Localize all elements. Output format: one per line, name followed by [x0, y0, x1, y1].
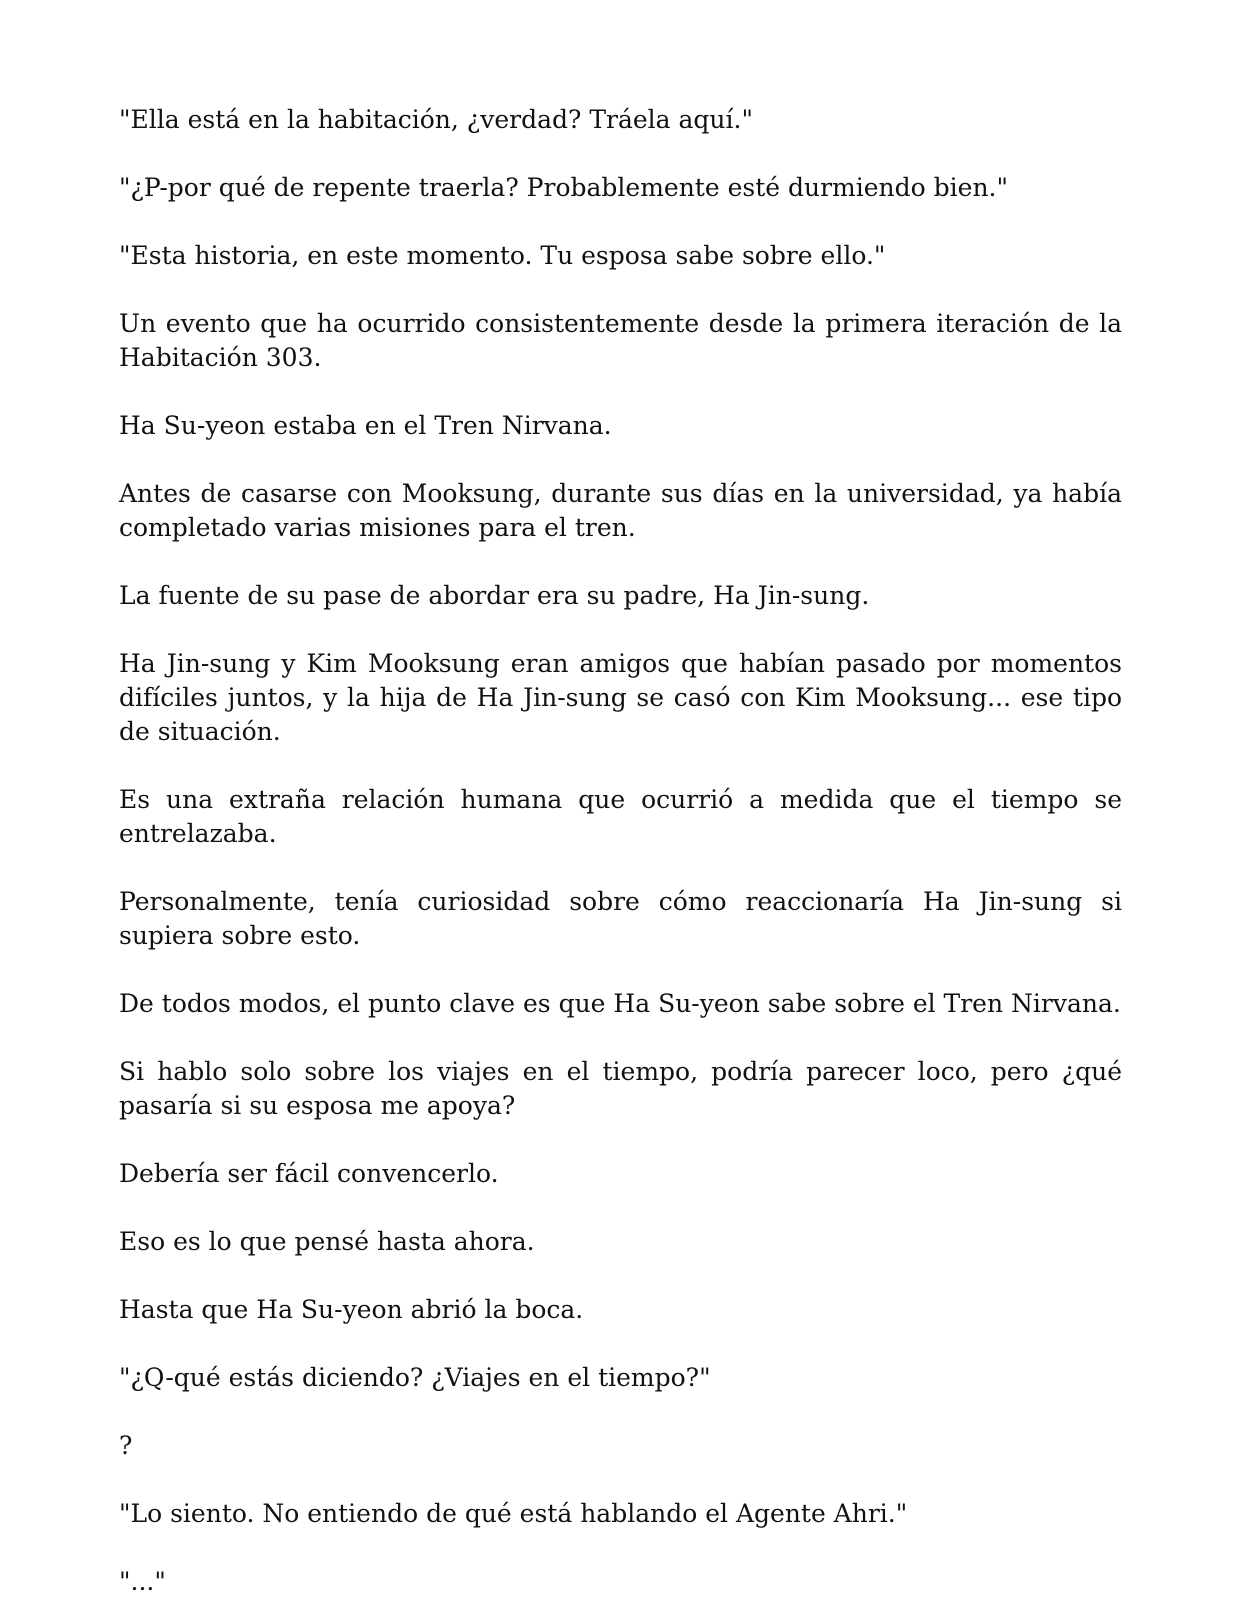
paragraph-6: Antes de casarse con Mooksung, durante sus días en la universidad, ya había completado varias misiones para el tren.: [119, 479, 1122, 542]
paragraph-17: ?: [119, 1431, 133, 1460]
paragraph-19: "...": [119, 1567, 166, 1596]
paragraph-2: "¿P-por qué de repente traerla? Probablemente esté durmiendo bien.": [119, 173, 1009, 202]
paragraph-10: Personalmente, tenía curiosidad sobre cómo reaccionaría Ha Jin-sung si supiera sobre esto.: [119, 887, 1122, 950]
paragraph-7: La fuente de su pase de abordar era su padre, Ha Jin-sung.: [119, 581, 870, 610]
paragraph-3: "Esta historia, en este momento. Tu esposa sabe sobre ello.": [119, 241, 886, 270]
paragraph-18: "Lo siento. No entiendo de qué está hablando el Agente Ahri.": [119, 1499, 908, 1528]
paragraph-16: "¿Q-qué estás diciendo? ¿Viajes en el tiempo?": [119, 1363, 711, 1392]
paragraph-11: De todos modos, el punto clave es que Ha Su-yeon sabe sobre el Tren Nirvana.: [119, 989, 1121, 1018]
document-body: [119, 103, 1122, 1617]
paragraph-14: Eso es lo que pensé hasta ahora.: [119, 1227, 535, 1256]
paragraph-8: Ha Jin-sung y Kim Mooksung eran amigos que habían pasado por momentos difíciles juntos, y la hija de Ha Jin-sung se casó con Kim Mooksung... ese tipo de situación.: [119, 649, 1122, 746]
paragraph-15: Hasta que Ha Su-yeon abrió la boca.: [119, 1295, 584, 1324]
paragraph-5: Ha Su-yeon estaba en el Tren Nirvana.: [119, 411, 612, 440]
paragraph-13: Debería ser fácil convencerlo.: [119, 1159, 499, 1188]
paragraph-4: Un evento que ha ocurrido consistentemente desde la primera iteración de la Habitación 303.: [119, 309, 1122, 372]
paragraph-12: Si hablo solo sobre los viajes en el tiempo, podría parecer loco, pero ¿qué pasaría si su esposa me apoya?: [119, 1057, 1122, 1120]
paragraph-1: "Ella está en la habitación, ¿verdad? Tráela aquí.": [119, 105, 753, 134]
paragraph-9: Es una extraña relación humana que ocurrió a medida que el tiempo se entrelazaba.: [119, 785, 1122, 848]
